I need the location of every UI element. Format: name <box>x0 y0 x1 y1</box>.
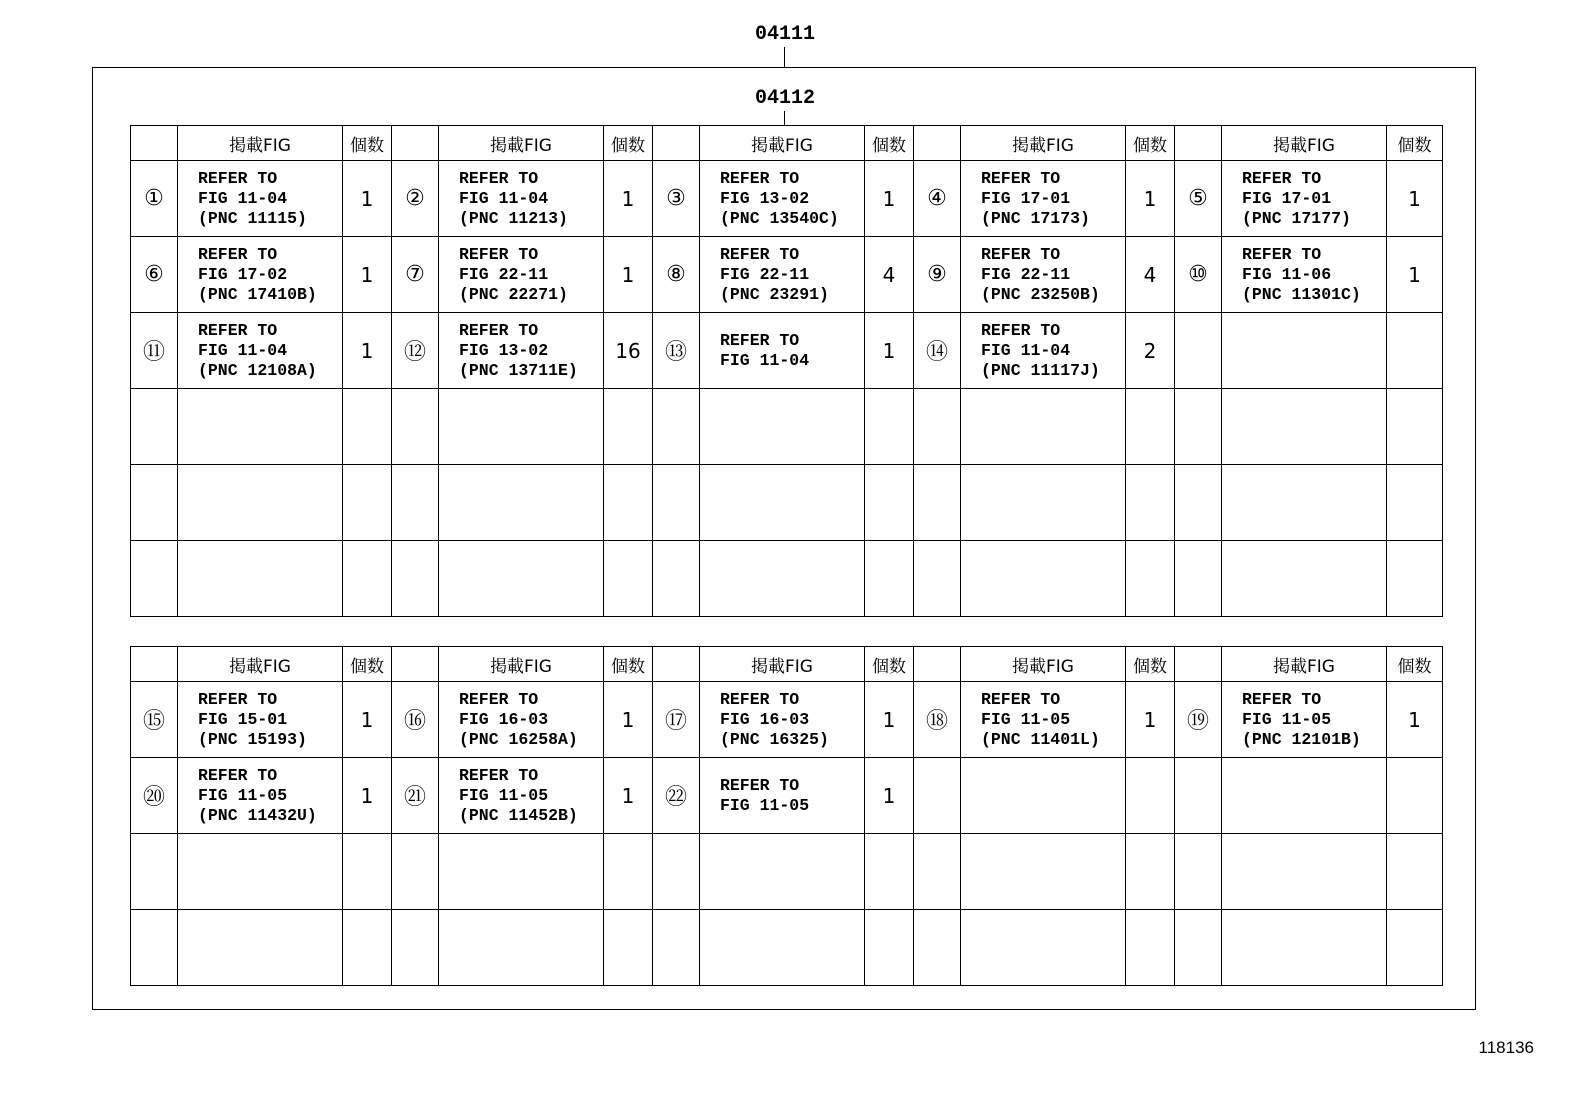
item-number <box>1175 389 1222 465</box>
item-number <box>131 910 178 986</box>
item-number <box>392 910 439 986</box>
item-number: ㉑ <box>392 758 439 834</box>
item-reference <box>178 834 343 910</box>
item-quantity <box>343 389 392 465</box>
item-number: ⑨ <box>914 237 961 313</box>
item-number: ⑦ <box>392 237 439 313</box>
header-blank <box>914 647 961 682</box>
item-number <box>1175 910 1222 986</box>
item-quantity: 1 <box>1126 161 1175 237</box>
item-reference <box>961 682 1126 758</box>
header-blank <box>653 126 700 161</box>
item-number <box>1175 313 1222 389</box>
header-qty: 個数 <box>1387 647 1443 682</box>
reference-text: REFER TO FIG 11-05 (PNC 11401L) <box>981 689 1100 749</box>
callout-04112: 04112 <box>755 87 816 110</box>
item-number: ④ <box>914 161 961 237</box>
table-row <box>131 910 1443 986</box>
item-reference <box>700 682 865 758</box>
item-reference <box>439 682 604 758</box>
item-reference <box>961 313 1126 389</box>
item-quantity: 1 <box>1387 682 1443 758</box>
item-quantity <box>865 834 914 910</box>
header-qty: 個数 <box>865 126 914 161</box>
item-number <box>1175 758 1222 834</box>
item-reference <box>1222 758 1387 834</box>
reference-text: REFER TO FIG 13-02 (PNC 13540C) <box>720 168 839 228</box>
item-number <box>914 910 961 986</box>
header-fig: 掲載FIG <box>178 647 343 682</box>
item-quantity: 1 <box>1126 682 1175 758</box>
item-quantity <box>865 389 914 465</box>
item-number: ⑭ <box>914 313 961 389</box>
item-number: ㉒ <box>653 758 700 834</box>
header-fig: 掲載FIG <box>961 126 1126 161</box>
item-number <box>392 389 439 465</box>
item-number <box>131 541 178 617</box>
item-reference <box>439 910 604 986</box>
reference-text: REFER TO FIG 11-04 (PNC 11213) <box>459 168 568 228</box>
item-reference <box>1222 389 1387 465</box>
reference-text: REFER TO FIG 11-05 (PNC 11452B) <box>459 765 578 825</box>
item-number <box>914 465 961 541</box>
item-quantity: 1 <box>604 758 653 834</box>
item-number: ⑲ <box>1175 682 1222 758</box>
item-reference <box>439 465 604 541</box>
item-quantity: 1 <box>865 313 914 389</box>
item-reference <box>700 389 865 465</box>
item-quantity: 1 <box>865 758 914 834</box>
item-quantity <box>1387 465 1443 541</box>
item-number: ⑩ <box>1175 237 1222 313</box>
item-quantity: 1 <box>604 237 653 313</box>
table-row <box>131 313 1443 389</box>
leader-line-04111 <box>784 47 785 67</box>
item-quantity <box>1387 910 1443 986</box>
item-quantity <box>604 910 653 986</box>
item-reference <box>439 389 604 465</box>
item-reference <box>961 237 1126 313</box>
item-number: ③ <box>653 161 700 237</box>
header-blank <box>392 126 439 161</box>
item-number <box>1175 834 1222 910</box>
reference-text: REFER TO FIG 11-05 (PNC 11432U) <box>198 765 317 825</box>
table-row <box>131 682 1443 758</box>
callout-04111: 04111 <box>755 23 816 46</box>
item-quantity: 1 <box>343 161 392 237</box>
item-reference <box>961 465 1126 541</box>
header-qty: 個数 <box>1126 647 1175 682</box>
item-quantity <box>865 910 914 986</box>
item-reference <box>1222 161 1387 237</box>
item-reference <box>178 910 343 986</box>
item-reference <box>961 541 1126 617</box>
item-number <box>1175 541 1222 617</box>
item-quantity <box>343 465 392 541</box>
item-reference <box>700 313 865 389</box>
header-blank <box>914 126 961 161</box>
item-number <box>653 465 700 541</box>
item-reference <box>439 237 604 313</box>
item-number <box>653 389 700 465</box>
item-number <box>1175 465 1222 541</box>
table-row <box>131 541 1443 617</box>
header-qty: 個数 <box>1387 126 1443 161</box>
item-number <box>131 465 178 541</box>
item-reference <box>178 758 343 834</box>
item-number <box>131 834 178 910</box>
item-quantity <box>343 541 392 617</box>
item-quantity <box>1126 834 1175 910</box>
reference-text: REFER TO FIG 11-04 (PNC 11115) <box>198 168 307 228</box>
item-number <box>653 541 700 617</box>
item-number <box>653 910 700 986</box>
item-number <box>392 465 439 541</box>
reference-text: REFER TO FIG 13-02 (PNC 13711E) <box>459 320 578 380</box>
item-quantity: 1 <box>604 161 653 237</box>
item-reference <box>1222 541 1387 617</box>
item-number: ⑱ <box>914 682 961 758</box>
header-qty: 個数 <box>1126 126 1175 161</box>
item-quantity <box>1126 758 1175 834</box>
item-reference <box>700 758 865 834</box>
reference-text: REFER TO FIG 16-03 (PNC 16258A) <box>459 689 578 749</box>
item-reference <box>178 161 343 237</box>
header-fig: 掲載FIG <box>700 647 865 682</box>
item-number: ⑬ <box>653 313 700 389</box>
reference-text: REFER TO FIG 22-11 (PNC 23250B) <box>981 244 1100 304</box>
leader-line-04112 <box>784 111 785 126</box>
item-number <box>392 541 439 617</box>
header-fig: 掲載FIG <box>961 647 1126 682</box>
item-number: ⑰ <box>653 682 700 758</box>
item-reference <box>1222 237 1387 313</box>
header-row <box>131 647 1443 682</box>
header-qty: 個数 <box>604 647 653 682</box>
item-reference <box>700 541 865 617</box>
item-reference <box>961 910 1126 986</box>
item-quantity <box>1387 758 1443 834</box>
reference-text: REFER TO FIG 11-04 (PNC 11117J) <box>981 320 1100 380</box>
reference-text: REFER TO FIG 11-05 <box>720 775 810 815</box>
item-number <box>914 834 961 910</box>
header-qty: 個数 <box>343 126 392 161</box>
item-reference <box>178 541 343 617</box>
item-quantity: 1 <box>604 682 653 758</box>
item-reference <box>178 237 343 313</box>
item-reference <box>439 161 604 237</box>
reference-text: REFER TO FIG 11-05 (PNC 12101B) <box>1242 689 1361 749</box>
item-reference <box>439 541 604 617</box>
item-number: ⑤ <box>1175 161 1222 237</box>
header-qty: 個数 <box>604 126 653 161</box>
item-reference <box>1222 910 1387 986</box>
item-reference <box>439 834 604 910</box>
item-reference <box>178 682 343 758</box>
item-number: ⑯ <box>392 682 439 758</box>
figure-id: 118136 <box>1478 1038 1534 1057</box>
item-number <box>392 834 439 910</box>
item-quantity <box>604 465 653 541</box>
item-quantity <box>1126 389 1175 465</box>
item-reference <box>700 910 865 986</box>
item-reference <box>961 758 1126 834</box>
table-row <box>131 465 1443 541</box>
item-quantity: 1 <box>1387 237 1443 313</box>
item-quantity <box>343 834 392 910</box>
header-fig: 掲載FIG <box>1222 647 1387 682</box>
item-number <box>131 389 178 465</box>
item-reference <box>961 834 1126 910</box>
item-reference <box>439 758 604 834</box>
item-quantity: 1 <box>865 682 914 758</box>
item-quantity <box>604 834 653 910</box>
reference-text: REFER TO FIG 11-04 (PNC 12108A) <box>198 320 317 380</box>
header-fig: 掲載FIG <box>439 126 604 161</box>
item-number: ⑥ <box>131 237 178 313</box>
item-reference <box>439 313 604 389</box>
reference-text: REFER TO FIG 16-03 (PNC 16325) <box>720 689 829 749</box>
item-reference <box>178 465 343 541</box>
reference-text: REFER TO FIG 15-01 (PNC 15193) <box>198 689 307 749</box>
item-quantity <box>604 389 653 465</box>
item-quantity <box>343 910 392 986</box>
header-qty: 個数 <box>343 647 392 682</box>
item-quantity <box>1387 541 1443 617</box>
reference-text: REFER TO FIG 22-11 (PNC 22271) <box>459 244 568 304</box>
item-quantity <box>604 541 653 617</box>
item-quantity <box>1126 465 1175 541</box>
item-reference <box>1222 834 1387 910</box>
reference-text: REFER TO FIG 22-11 (PNC 23291) <box>720 244 829 304</box>
item-number: ⑧ <box>653 237 700 313</box>
item-quantity <box>1387 313 1443 389</box>
header-row <box>131 126 1443 161</box>
item-number <box>914 758 961 834</box>
item-number: ⑫ <box>392 313 439 389</box>
reference-text: REFER TO FIG 11-04 <box>720 330 810 370</box>
header-blank <box>131 647 178 682</box>
item-reference <box>1222 682 1387 758</box>
item-reference <box>700 834 865 910</box>
item-reference <box>1222 465 1387 541</box>
item-quantity: 4 <box>1126 237 1175 313</box>
item-quantity: 1 <box>865 161 914 237</box>
item-reference <box>961 161 1126 237</box>
item-number: ⑮ <box>131 682 178 758</box>
reference-text: REFER TO FIG 17-01 (PNC 17173) <box>981 168 1090 228</box>
item-reference <box>1222 313 1387 389</box>
header-blank <box>131 126 178 161</box>
item-quantity <box>1387 834 1443 910</box>
item-quantity: 1 <box>343 237 392 313</box>
header-blank <box>392 647 439 682</box>
item-number <box>914 389 961 465</box>
reference-text: REFER TO FIG 17-02 (PNC 17410B) <box>198 244 317 304</box>
header-blank <box>1175 126 1222 161</box>
item-quantity <box>865 465 914 541</box>
table-row <box>131 834 1443 910</box>
item-number: ① <box>131 161 178 237</box>
item-quantity: 2 <box>1126 313 1175 389</box>
item-number: ② <box>392 161 439 237</box>
item-number <box>653 834 700 910</box>
table-row <box>131 389 1443 465</box>
item-quantity: 1 <box>343 682 392 758</box>
item-reference <box>178 389 343 465</box>
item-reference <box>700 161 865 237</box>
item-number <box>914 541 961 617</box>
item-quantity <box>865 541 914 617</box>
item-number: ⑪ <box>131 313 178 389</box>
header-qty: 個数 <box>865 647 914 682</box>
item-quantity: 1 <box>1387 161 1443 237</box>
item-quantity: 1 <box>343 313 392 389</box>
parts-table-1 <box>130 125 1443 617</box>
parts-table-2 <box>130 646 1443 986</box>
header-fig: 掲載FIG <box>700 126 865 161</box>
item-quantity <box>1126 910 1175 986</box>
item-reference <box>700 465 865 541</box>
header-fig: 掲載FIG <box>1222 126 1387 161</box>
table-row <box>131 237 1443 313</box>
header-fig: 掲載FIG <box>439 647 604 682</box>
reference-text: REFER TO FIG 11-06 (PNC 11301C) <box>1242 244 1361 304</box>
reference-text: REFER TO FIG 17-01 (PNC 17177) <box>1242 168 1351 228</box>
header-blank <box>653 647 700 682</box>
table-row <box>131 758 1443 834</box>
item-quantity <box>1126 541 1175 617</box>
item-reference <box>961 389 1126 465</box>
item-quantity: 4 <box>865 237 914 313</box>
item-reference <box>700 237 865 313</box>
header-blank <box>1175 647 1222 682</box>
item-number: ⑳ <box>131 758 178 834</box>
item-quantity <box>1387 389 1443 465</box>
item-quantity: 1 <box>343 758 392 834</box>
header-fig: 掲載FIG <box>178 126 343 161</box>
item-quantity: 16 <box>604 313 653 389</box>
item-reference <box>178 313 343 389</box>
table-row <box>131 161 1443 237</box>
